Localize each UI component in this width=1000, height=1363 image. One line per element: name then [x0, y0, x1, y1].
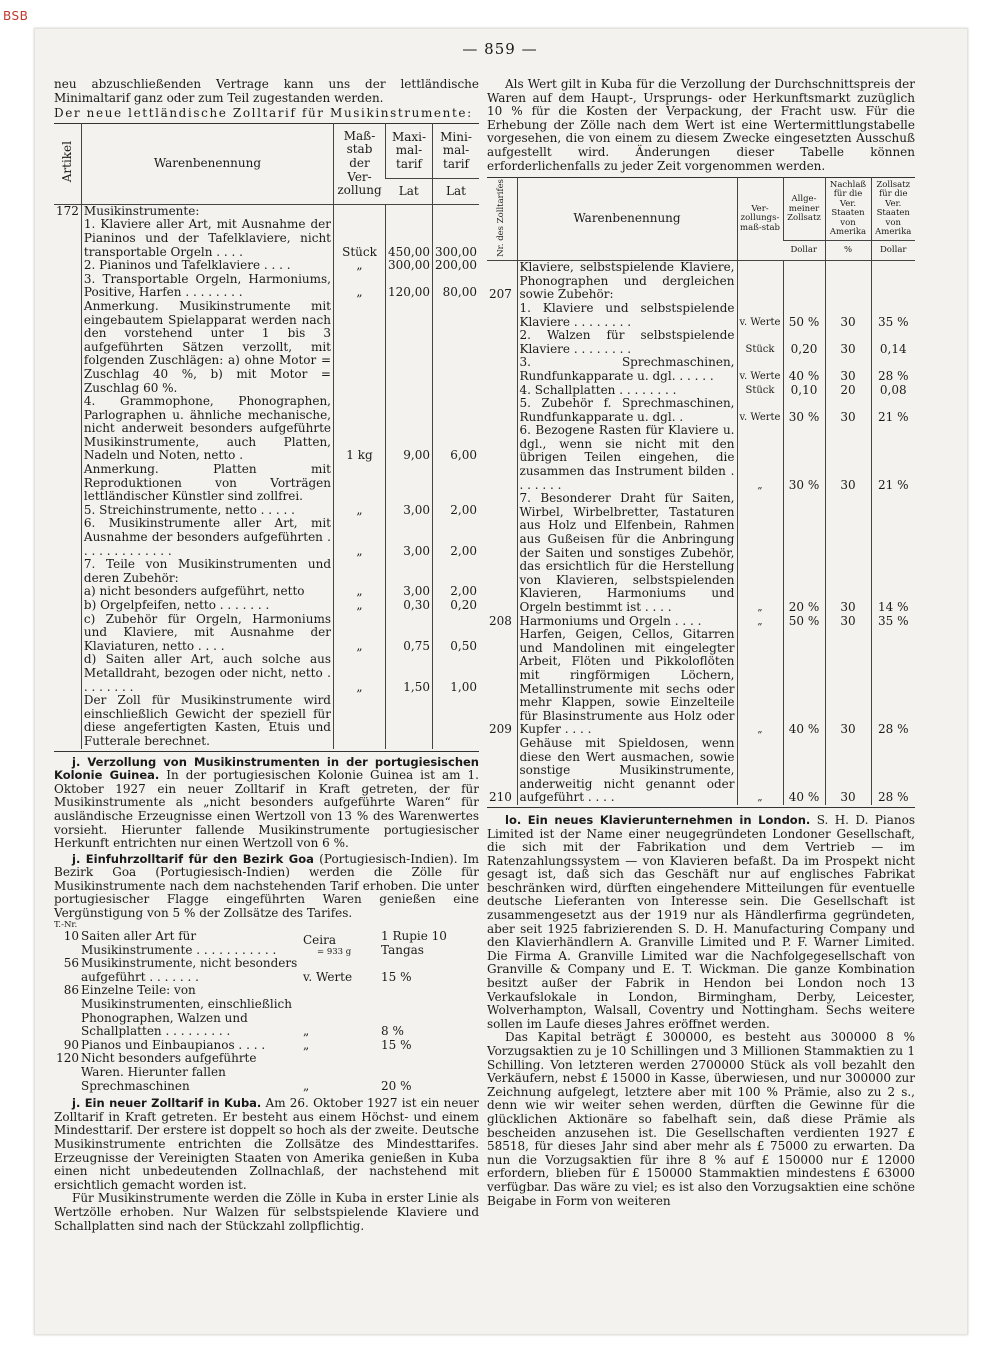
tarif-nr-cell	[487, 492, 517, 614]
massstab-cell: „	[334, 517, 386, 558]
allgemein-cell: 20 %	[783, 492, 825, 614]
col-nachlass: Nachlaß für die Ver. Staaten von Amerika	[825, 178, 871, 241]
item-text-cell: 3. Transportable Orgeln, Harmoniums, Positive, Harfen . . . . . . . .	[81, 273, 333, 300]
massstab-cell: „	[737, 492, 783, 614]
goa-text-cell: Musikinstrumente, nicht besonders aufgeführt . . . . . . .	[81, 956, 298, 984]
nachlass-cell: 30	[825, 737, 871, 805]
allgemein-cell: 40 %	[783, 628, 825, 737]
unit-lat-max: Lat	[386, 179, 433, 204]
col-warenbenennung: Warenbenennung	[81, 123, 333, 204]
minimal-cell: 0,20	[433, 599, 480, 613]
table-row	[487, 492, 915, 614]
maximal-cell: 120,00	[386, 273, 433, 300]
maximal-cell: 3,00	[386, 504, 433, 518]
item-text-cell: Anmerkung. Musikinstrumente mit eingebautem Spielapparat werden nach den vorstehend unter 1 bis 3 aufgeführten Sätzen verzollt, mit folgenden Zuschlägen: a) ohne Motor = Zuschlag 40 %, b) mit Motor = Zuschlag 60 %.	[81, 300, 333, 395]
item-text-cell: 2. Pianinos und Tafelklaviere . . . .	[81, 259, 333, 273]
table-row	[487, 424, 915, 492]
table-row	[54, 694, 479, 748]
goa-text-cell: Einzelne Teile: von Musikinstrumenten, einschließlich Phonographen, Walzen und Schallplatten . . . . . . . . .	[81, 983, 292, 1039]
maximal-cell	[386, 558, 433, 585]
allgemein-cell: 40 %	[783, 356, 825, 383]
minimal-cell	[433, 300, 480, 395]
table-row	[54, 585, 479, 599]
goa-unit: „	[303, 1037, 310, 1052]
list-item	[54, 930, 479, 957]
nachlass-cell: 30	[825, 424, 871, 492]
goa-unit-cell	[302, 1039, 380, 1053]
goa-unit-cell	[302, 1052, 380, 1093]
usa-cell: 28 %	[871, 356, 915, 383]
item-text-cell: 3. Sprechmaschinen, Rundfunkapparate u. dgl. . . . . .	[517, 356, 737, 383]
table-row	[487, 628, 915, 737]
maximal-cell	[386, 694, 433, 748]
list-item	[54, 984, 479, 1038]
allgemein-cell: 30 %	[783, 397, 825, 424]
tarif-nr-cell: 209	[489, 722, 512, 737]
goa-nr-cell: 120	[56, 1051, 79, 1066]
kuba-heading: j. Ein neuer Zolltarif in Kuba.	[72, 1096, 262, 1111]
guinea-paragraph: j. Verzollung von Musikinstrumenten in der portugiesischen Kolonie Guinea. In der portugiesischen Kolonie Guinea ist am 1. Oktober 1927 ein neuer Zolltarif in Kraft getreten, der für Musikinstrumente als „nicht besonders aufgeführte Waren“ für ausländische Erzeugnisse einen Wertzoll von 13 % des Warenwertes vorsieht. Hierunter fallende Musikinstrumente portugiesischer Herkunft entrichten nur einen Wertzoll von 6 %.	[54, 754, 479, 851]
table-row	[487, 615, 915, 629]
col-maximaltarif: Maxi-mal-tarif	[386, 123, 433, 179]
usa-cell: 14 %	[871, 492, 915, 614]
minimal-cell	[433, 463, 480, 504]
list-item	[54, 1039, 479, 1053]
london-paragraph: lo. Ein neues Klavierunternehmen in London. S. H. D. Pianos Limited ist der Name einer neugegründeten Londoner Gesellschaft, die sich mit der Fabrikation und dem Vertrieb — im Ratenzahlungssystem — von Klavieren befaßt. Da im Prospekt nicht gesagt ist, daß sich das Geschäft nur auf englisches Fabrikat beschränken wird, dürften eingehendere Mitteilungen für eventuelle deutsche Lieferanten von Interesse sein. Die Gesellschaft ist zusammengesetzt aus der 1919 nur als Händlerfirma gegründeten, aber seit 1925 fabrizierenden S. D. H. Manufacturing Company und den Klavierhändlern A. Granville Limited und P. F. Warner Limited. Die Firma A. Granville Limited war die Nachfolgegesellschaft von Granville & Company und E. T. Wickman. Die ganze Kombination besitzt außer der Fabrik in Hendon bei London noch 13 Verkaufslokale in London, Birmingham, Derby, Leicester, Wolverhampton, Walsall, Coventry und Nottingham. Sechs weitere sollen im Laufe dieses Jahres eröffnet werden.	[487, 812, 915, 1031]
kuba-paragraph-2: Für Musikinstrumente werden die Zölle in Kuba in erster Linie als Wertzölle erhoben. Nur Walzen für selbstspielende Klaviere und Schallplatten sind nach der Stückzahl zollpflichtig.	[54, 1191, 479, 1233]
page-number: — 859 —	[462, 40, 538, 58]
maximal-cell: 9,00	[386, 395, 433, 463]
massstab-cell	[737, 261, 783, 302]
massstab-cell	[334, 204, 386, 218]
nachlass-cell: 30	[825, 492, 871, 614]
artikel-cell: 172	[56, 203, 79, 218]
item-text-cell: 4. Grammophone, Phonographen, Parlographen u. ähnliche mechanische, nicht anderweit besonders aufgeführte Musikinstrumente, auch Platten, Nadeln und Noten, netto .	[81, 395, 333, 463]
tarif-nr-cell	[487, 329, 517, 356]
massstab-cell	[334, 463, 386, 504]
allgemein-cell: 50 %	[783, 615, 825, 629]
tarif-nr-cell	[487, 384, 517, 398]
item-text-cell: Musikinstrumente:	[81, 204, 333, 218]
massstab-cell: v. Werte	[737, 397, 783, 424]
artikel-cell	[54, 585, 81, 599]
table-row	[487, 302, 915, 329]
artikel-cell	[54, 218, 81, 259]
goa-text-cell: Pianos und Einbaupianos . . . .	[81, 1037, 266, 1052]
maximal-cell: 0,30	[386, 599, 433, 613]
massstab-cell: 1 kg	[334, 395, 386, 463]
maximal-cell	[386, 463, 433, 504]
goa-unit-note: = 933 g	[317, 946, 352, 957]
left-intro: neu abzuschließenden Vertrage kann uns der lettländische Minimaltarif ganz oder zum Teil zugestanden werden.	[54, 77, 479, 105]
item-text-cell: 5. Zubehör f. Sprechmaschinen, Rundfunkapparate u. dgl. .	[517, 397, 737, 424]
massstab-cell: „	[334, 273, 386, 300]
tarif-nr-cell: 208	[489, 613, 512, 628]
massstab-cell: „	[334, 613, 386, 654]
table-row	[54, 204, 479, 218]
massstab-cell	[334, 558, 386, 585]
unit-dollar-1: Dollar	[783, 241, 825, 261]
massstab-cell: „	[334, 599, 386, 613]
minimal-cell: 2,00	[433, 585, 480, 599]
nachlass-cell: 30	[825, 397, 871, 424]
allgemein-cell: 0,20	[783, 329, 825, 356]
latvia-tariff-table	[54, 123, 479, 749]
table-row	[54, 300, 479, 395]
nachlass-cell: 30	[825, 628, 871, 737]
usa-cell	[871, 261, 915, 302]
item-text-cell: 1. Klaviere aller Art, mit Ausnahme der Pianinos und der Tafelklaviere, nicht transportable Orgeln . . . .	[81, 218, 333, 259]
usa-cell: 21 %	[871, 397, 915, 424]
maximal-cell: 0,75	[386, 613, 433, 654]
left-column	[54, 78, 479, 1233]
maximal-cell	[386, 300, 433, 395]
goa-unit-cell	[302, 984, 380, 1038]
item-text-cell: 1. Klaviere und selbstspielende Klaviere . . . . . . . .	[517, 302, 737, 329]
kuba-tariff-table	[487, 177, 915, 805]
col-minimaltarif: Mini-mal-tarif	[433, 123, 480, 179]
list-item	[54, 957, 479, 984]
table-row	[54, 273, 479, 300]
artikel-cell	[54, 653, 81, 694]
kuba-paragraph: j. Ein neuer Zolltarif in Kuba. Am 26. Oktober 1927 ist ein neuer Zolltarif in Kraft getreten. Er besteht aus einem Höchst- und einem Mindesttarif. Der erstere ist doppelt so hoch als der zweite. Deutsche Musikinstrumente entrichten die Zollsätze des Mindesttarifes. Erzeugnisse der Vereinigten Staaten von Amerika genießen in Kuba einen nicht unbedeutenden Zollnachlaß, der nachstehend mit ersichtlich gemacht worden ist.	[54, 1096, 479, 1192]
minimal-cell: 2,00	[433, 517, 480, 558]
goa-rate-cell: 15 %	[381, 969, 412, 984]
table-row	[54, 504, 479, 518]
col-warenbenennung-kuba: Warenbenennung	[517, 178, 737, 261]
nachlass-cell: 30	[825, 356, 871, 383]
table-row	[487, 261, 915, 302]
item-text-cell: 5. Streichinstrumente, netto . . . . .	[81, 504, 333, 518]
unit-percent: %	[825, 241, 871, 261]
table-row	[54, 463, 479, 504]
goa-rate-cell: 8 %	[381, 1024, 404, 1039]
allgemein-cell: 40 %	[783, 737, 825, 805]
massstab-cell: „	[334, 585, 386, 599]
table-row	[487, 397, 915, 424]
minimal-cell: 0,50	[433, 613, 480, 654]
massstab-cell: Stück	[737, 384, 783, 398]
goa-rate-cell: 15 %	[381, 1037, 412, 1052]
table-row	[487, 356, 915, 383]
minimal-cell: 1,00	[433, 653, 480, 694]
usa-cell: 21 %	[871, 424, 915, 492]
massstab-cell: Stück	[334, 218, 386, 259]
item-text-cell: 2. Walzen für selbstspielende Klaviere . . . . . . . .	[517, 329, 737, 356]
table-row	[54, 517, 479, 558]
nachlass-cell: 30	[825, 329, 871, 356]
item-text-cell: a) nicht besonders aufgeführt, netto	[81, 585, 333, 599]
minimal-cell	[433, 694, 480, 748]
artikel-cell	[54, 694, 81, 748]
col-massstab: Maß-stab der Ver-zollung	[334, 123, 386, 204]
nachlass-cell: 30	[825, 302, 871, 329]
minimal-cell: 2,00	[433, 504, 480, 518]
massstab-cell: „	[334, 653, 386, 694]
minimal-cell	[433, 558, 480, 585]
maximal-cell	[386, 204, 433, 218]
item-text-cell: Klaviere, selbstspielende Klaviere, Phonographen und dergleichen sowie Zubehör:	[517, 261, 737, 302]
goa-unit: Ceira	[303, 933, 337, 948]
massstab-cell: v. Werte	[737, 356, 783, 383]
col-nr: Nr. des Zolltarifes	[487, 178, 517, 261]
london-heading: lo. Ein neues Klavierunternehmen in London.	[505, 812, 811, 827]
maximal-cell: 3,00	[386, 517, 433, 558]
item-text-cell: b) Orgelpfeifen, netto . . . . . . .	[81, 599, 333, 613]
tarif-nr-cell	[487, 424, 517, 492]
minimal-cell: 80,00	[433, 273, 480, 300]
unit-lat-min: Lat	[433, 179, 480, 204]
usa-cell: 0,14	[871, 329, 915, 356]
goa-nr-cell: 86	[63, 983, 79, 998]
maximal-cell: 3,00	[386, 585, 433, 599]
unit-dollar-2: Dollar	[871, 241, 915, 261]
artikel-cell	[54, 273, 81, 300]
goa-tnr-label: T.-Nr.	[54, 919, 78, 930]
item-text-cell: Anmerkung. Platten mit Reproduktionen von Vorträgen lettländischer Künstler sind zollfrei.	[81, 463, 333, 504]
goa-rate-cell: 20 %	[381, 1078, 412, 1093]
goa-unit: v. Werte	[303, 969, 353, 984]
table-row	[54, 558, 479, 585]
list-item	[54, 1052, 479, 1093]
item-text-cell: d) Saiten aller Art, auch solche aus Metalldraht, bezogen oder nicht, netto . . . . . . . .	[81, 653, 333, 694]
usa-cell: 0,08	[871, 384, 915, 398]
usa-cell: 28 %	[871, 628, 915, 737]
goa-text-cell: Nicht besonders aufgeführte Waren. Hierunter fallen Sprechmaschinen	[81, 1051, 257, 1093]
artikel-cell	[54, 300, 81, 395]
item-text-cell: 6. Musikinstrumente aller Art, mit Ausnahme der besonders aufgeführten . . . . . . . . . . . . .	[81, 517, 333, 558]
goa-unit: „	[303, 1024, 310, 1039]
tarif-nr-cell	[487, 302, 517, 329]
london-paragraph-2: Das Kapital beträgt £ 300000, es besteht aus 300000 8 % Vorzugsaktien zu je 10 Schillingen und 3 Millionen Stammaktien zu 1 Schilling. Von letzteren werden 2700000 Stück als voll bezahlt den Verkäufern, nebst £ 15000 in Kasse, überwiesen, und nur 300000 zur Zeichnung aufgelegt, letztere aber mit 100 % Prämie, also zu 2 s., denn wie wir weiter sehen werden, dürften die Gewinne für die glücklichen Aktionäre so fabelhaft sein, daß diese Prämie als bescheiden anzusehen ist. Die Gesellschaften verdienten 1927 £ 58518, für dieses Jahr sind aber mehr als £ 75000 zu erwarten. Da nun die Vorzugsaktien für ihre 8 % auf £ 150000 nur £ 12000 erfordern, blieben für £ 150000 Stammaktien mindestens £ 63000 verfügbar. Das wäre zu viel; es ist also den Vorzugsaktien eine schöne Beigabe in Form von weiteren	[487, 1030, 915, 1208]
artikel-cell	[54, 558, 81, 585]
col-artikel: Artikel	[54, 123, 81, 204]
library-watermark: BSB	[3, 9, 29, 23]
col-allgemeiner-zollsatz: Allge-meiner Zollsatz	[783, 178, 825, 241]
table-row	[54, 259, 479, 273]
usa-cell: 35 %	[871, 615, 915, 629]
item-text-cell: 7. Besonderer Draht für Saiten, Wirbel, Wirbelbretter, Tastaturen aus Holz und Elfenbein, Rahmen aus Gußeisen für die Anbringung der Saiten und sonstiges Zubehör, das ersichtlich für die Herstellung von Klavieren, selbstspielenden Klavieren, Harmoniums und Orgeln bestimmt ist . . . .	[517, 492, 737, 614]
goa-nr-cell: 10	[63, 929, 79, 944]
guinea-heading: j. Verzollung von Musikinstrumenten in der portugiesischen Kolonie Guinea.	[54, 754, 479, 783]
allgemein-cell	[783, 261, 825, 302]
table-row	[54, 218, 479, 259]
nachlass-cell	[825, 261, 871, 302]
right-column	[487, 78, 915, 1208]
massstab-cell: „	[334, 504, 386, 518]
tarif-nr-cell	[487, 356, 517, 383]
item-text-cell: c) Zubehör für Orgeln, Harmoniums und Klaviere, mit Ausnahme der Klaviaturen, netto . . . .	[81, 613, 333, 654]
maximal-cell: 450,00	[386, 218, 433, 259]
item-text-cell: Gehäuse mit Spieldosen, wenn diese den Wert ausmachen, sowie sonstige Musikinstrumente, anderweitig nicht genannt oder aufgeführt . . . .	[517, 737, 737, 805]
item-text-cell: 7. Teile von Musikinstrumenten und deren Zubehör:	[81, 558, 333, 585]
minimal-cell: 6,00	[433, 395, 480, 463]
massstab-cell: „	[334, 259, 386, 273]
goa-nr-cell: 90	[63, 1037, 79, 1052]
tarif-nr-cell: 210	[489, 790, 512, 805]
goa-rate-cell: 1 Rupie 10 Tangas	[381, 929, 447, 957]
nachlass-cell: 30	[825, 615, 871, 629]
goa-unit-cell	[302, 930, 380, 957]
table-row	[487, 737, 915, 805]
item-text-cell: 4. Schallplatten . . . . . . . .	[517, 384, 737, 398]
item-text-cell: Harfen, Geigen, Cellos, Gitarren und Mandolinen mit eingelegter Arbeit, Flöten und Pikkoloflöten mit ringförmigen Löchern, Metallinstrumente mit sechs oder mehr Klappen, sowie Einzelteile für Blasinstrumente aus Holz oder Kupfer . . . .	[517, 628, 737, 737]
nachlass-cell: 20	[825, 384, 871, 398]
massstab-cell	[334, 694, 386, 748]
tarif-nr-cell	[487, 397, 517, 424]
item-text-cell: Der Zoll für Musikinstrumente wird einschließlich Gewicht der speziell für diese angefertigten Kasten, Etuis und Futterale berechnet.	[81, 694, 333, 748]
goa-tariff-table	[54, 930, 479, 1093]
table-row	[487, 384, 915, 398]
maximal-cell: 300,00	[386, 259, 433, 273]
massstab-cell: „	[737, 628, 783, 737]
massstab-cell: v. Werte	[737, 302, 783, 329]
artikel-cell	[54, 463, 81, 504]
massstab-cell: „	[737, 737, 783, 805]
artikel-cell	[54, 395, 81, 463]
massstab-cell: „	[737, 615, 783, 629]
table-row	[54, 653, 479, 694]
artikel-cell	[54, 613, 81, 654]
goa-heading: j. Einfuhrzolltarif für den Bezirk Goa	[72, 851, 314, 866]
artikel-cell	[54, 259, 81, 273]
goa-nr-cell: 56	[63, 956, 79, 971]
minimal-cell: 300,00	[433, 218, 480, 259]
latvia-table-title: Der neue lettländische Zolltarif für Musikinstrumente:	[54, 106, 473, 121]
allgemein-cell: 0,10	[783, 384, 825, 398]
massstab-cell: Stück	[737, 329, 783, 356]
goa-paragraph: j. Einfuhrzolltarif für den Bezirk Goa (Portugiesisch-Indien). Im Bezirk Goa (Portugiesisch-Indien) werden die Zölle für Musikinstrumente nach dem nachstehenden Tarif erhoben. Die unter portugiesischer Flagge eingeführten Waren genießen eine Vergünstigung von 5 % der Zollsätze des Tarifes.	[54, 851, 479, 921]
artikel-cell	[54, 504, 81, 518]
item-text-cell: 6. Bezogene Rasten für Klaviere u. dgl., wenn sie nicht mit den übrigen Teilen eingehen, die zusammen das Instrument bilden . . . . . . .	[517, 424, 737, 492]
usa-cell: 35 %	[871, 302, 915, 329]
col-zollsatz-usa: Zollsatz für die Ver. Staaten von Amerika	[871, 178, 915, 241]
artikel-cell	[54, 517, 81, 558]
minimal-cell	[433, 204, 480, 218]
goa-unit-cell	[302, 957, 380, 984]
maximal-cell: 1,50	[386, 653, 433, 694]
table-row	[487, 329, 915, 356]
usa-cell: 28 %	[871, 737, 915, 805]
goa-text-cell: Saiten aller Art für Musikinstrumente . . . . . . . . . . .	[81, 929, 277, 957]
artikel-cell	[54, 599, 81, 613]
allgemein-cell: 30 %	[783, 424, 825, 492]
right-intro: Als Wert gilt in Kuba für die Verzollung der Durchschnittspreis der Waren auf dem Haupt-, Ursprungs- oder Herkunftsmarkt zuzüglich 10 % für die Kosten der Verpackung, der Fracht usw. Für die Erhebung der Zölle nach dem Wert ist eine Wertermittlungstabelle vorgesehen, die von einem zu diesem Zwecke eingesetzten Ausschuß aufgestellt wird. Änderungen dieser Tabelle können erforderlichenfalls zu jeder Zeit vorgenommen werden.	[487, 77, 915, 173]
massstab-cell: „	[737, 424, 783, 492]
goa-unit: „	[303, 1078, 310, 1093]
allgemein-cell: 50 %	[783, 302, 825, 329]
tarif-nr-cell: 207	[489, 287, 512, 302]
massstab-cell	[334, 300, 386, 395]
item-text-cell: Harmoniums und Orgeln . . . .	[517, 615, 737, 629]
col-verzollungsmassstab: Ver-zollungs-maß-stab	[737, 178, 783, 261]
minimal-cell: 200,00	[433, 259, 480, 273]
table-row	[54, 613, 479, 654]
table-row	[54, 395, 479, 463]
table-row	[54, 599, 479, 613]
